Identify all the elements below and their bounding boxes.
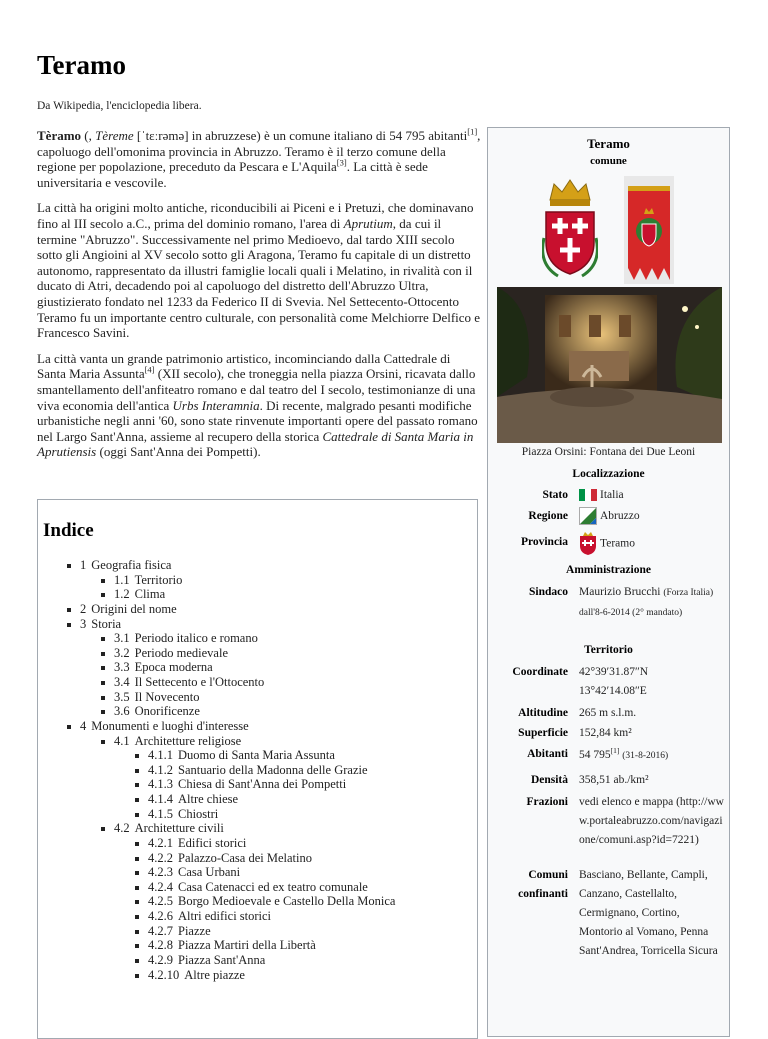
- toc-item-number: 3.2: [114, 645, 130, 660]
- toc-item-label[interactable]: Territorio: [134, 572, 183, 587]
- toc-item-label[interactable]: Architetture civili: [134, 821, 224, 836]
- comuni-confinanti-value[interactable]: Basciano, Bellante, Campli, Canzano, Castellalto, Cermignano, Cortino, Montorio al Vomano, Penna Sant'Andrea, Torricella Sicura: [579, 869, 718, 957]
- toc-item-number: 4.1.4: [148, 792, 173, 807]
- reference-link[interactable]: [4]: [144, 364, 155, 375]
- bullet-icon: [101, 681, 105, 685]
- abruzzo-flag-icon: [579, 507, 597, 525]
- toc-item[interactable]: [148, 909, 271, 924]
- frazioni-value[interactable]: vedi elenco e mappa (http://www.portaleabruzzo.com/navigazione/comuni.asp?id=7221): [579, 796, 724, 846]
- toc-item[interactable]: [148, 865, 240, 880]
- provincia-value: [579, 532, 724, 556]
- toc-item[interactable]: [148, 924, 211, 939]
- toc-item-label[interactable]: Periodo italico e romano: [134, 631, 258, 646]
- toc-item[interactable]: [148, 807, 218, 822]
- toc-item[interactable]: [114, 587, 165, 602]
- section-amministrazione: Amministrazione: [566, 564, 651, 576]
- toc-item[interactable]: [148, 894, 395, 909]
- bullet-icon: [135, 813, 139, 817]
- gonfalone-image[interactable]: [624, 176, 674, 284]
- page-subtitle: Da Wikipedia, l'enciclopedia libera.: [37, 100, 202, 112]
- stato-link[interactable]: Italia: [600, 489, 624, 501]
- toc-item-number: 4.2.10: [148, 967, 180, 982]
- toc-item[interactable]: [114, 631, 258, 646]
- bullet-icon: [67, 564, 71, 568]
- reference-link[interactable]: [3]: [336, 157, 347, 168]
- article-body: [37, 128, 482, 470]
- bullet-icon: [67, 725, 71, 729]
- toc-item[interactable]: [114, 821, 224, 836]
- altitudine-value: 265 m s.l.m.: [579, 707, 637, 719]
- toc-item-label[interactable]: Edifici storici: [178, 835, 247, 850]
- stato-value: [579, 486, 724, 505]
- toc-item-label[interactable]: Origini del nome: [91, 601, 177, 616]
- coordinate-label: Coordinate: [512, 666, 568, 678]
- toc-item-label[interactable]: Epoca moderna: [134, 660, 213, 675]
- toc-item-number: 1.2: [114, 587, 130, 602]
- toc-item[interactable]: [148, 938, 316, 953]
- infobox-title: Teramo: [587, 136, 630, 151]
- bullet-icon: [67, 608, 71, 612]
- toc-item-number: 4.2.5: [148, 894, 173, 909]
- bullet-icon: [101, 710, 105, 714]
- regione-link[interactable]: Abruzzo: [600, 510, 640, 522]
- toc-item[interactable]: [80, 617, 121, 632]
- toc-item[interactable]: [80, 719, 249, 734]
- densita-value: 358,51 ab./km²: [579, 774, 649, 786]
- infobox-subtitle: comune: [590, 155, 627, 167]
- bullet-icon: [135, 842, 139, 846]
- toc-item-number: 2: [80, 601, 87, 616]
- superficie-label: Superficie: [518, 727, 568, 739]
- reference-link[interactable]: [1]: [467, 126, 478, 137]
- section-localizzazione: Localizzazione: [572, 468, 645, 480]
- toc-item-label[interactable]: Altri edifici storici: [178, 909, 272, 924]
- bullet-icon: [135, 783, 139, 787]
- toc-item-number: 1.1: [114, 572, 130, 587]
- bullet-icon: [135, 857, 139, 861]
- toc-item-label[interactable]: Palazzo-Casa dei Melatino: [178, 850, 312, 865]
- toc-item-label[interactable]: Altre piazze: [184, 967, 245, 982]
- toc-item-label[interactable]: Il Settecento e l'Ottocento: [134, 675, 265, 690]
- toc-item[interactable]: [148, 763, 368, 778]
- bullet-icon: [67, 623, 71, 627]
- bullet-icon: [135, 798, 139, 802]
- piazza-orsini-photo[interactable]: [497, 287, 722, 443]
- toc-item-number: 3.5: [114, 689, 130, 704]
- toc-item-number: 4.2.4: [148, 879, 173, 894]
- coordinate-value[interactable]: 42°39′31.87″N 13°42′14.08″E: [579, 666, 649, 697]
- toc-item[interactable]: [114, 704, 200, 719]
- toc-item-number: 4.2: [114, 821, 130, 836]
- toc-item-number: 4.2.7: [148, 923, 173, 938]
- bullet-icon: [135, 886, 139, 890]
- toc-item-label[interactable]: Storia: [91, 616, 122, 631]
- provincia-link[interactable]: Teramo: [600, 537, 635, 550]
- toc-item-label[interactable]: Piazza Martiri della Libertà: [178, 938, 316, 953]
- toc-item-label[interactable]: Geografia fisica: [91, 558, 172, 572]
- densita-label: Densità: [530, 774, 568, 786]
- provincia-coat-of-arms-icon: [579, 532, 597, 556]
- bullet-icon: [135, 915, 139, 919]
- toc-item-label[interactable]: Duomo di Santa Maria Assunta: [178, 748, 335, 763]
- frazioni-label: Frazioni: [526, 796, 568, 808]
- toc-item-label[interactable]: Onorificenze: [134, 704, 200, 719]
- toc-item-number: 1: [80, 558, 87, 572]
- toc-item-number: 3: [80, 616, 87, 631]
- bullet-icon: [101, 740, 105, 744]
- toc-item[interactable]: [114, 734, 241, 749]
- sindaco-label: Sindaco: [529, 586, 568, 598]
- bullet-icon: [135, 974, 139, 978]
- italy-flag-icon: [579, 489, 597, 501]
- toc-item-number: 3.1: [114, 631, 130, 646]
- abitanti-label: Abitanti: [527, 748, 568, 760]
- coat-of-arms-image[interactable]: [542, 178, 598, 278]
- bullet-icon: [101, 637, 105, 641]
- bullet-icon: [101, 827, 105, 831]
- photo-caption: Piazza Orsini: Fontana dei Due Leoni: [521, 446, 696, 458]
- toc-item-label[interactable]: Monumenti e luoghi d'interesse: [91, 718, 249, 733]
- toc-item-number: 4.1.2: [148, 762, 173, 777]
- toc-item[interactable]: [80, 558, 171, 573]
- bullet-icon: [135, 769, 139, 773]
- toc-item-label[interactable]: Piazza Sant'Anna: [178, 953, 266, 967]
- toc-item-number: 3.4: [114, 675, 130, 690]
- bullet-icon: [101, 579, 105, 583]
- bullet-icon: [101, 696, 105, 700]
- toc-item-number: 4.1.5: [148, 806, 173, 821]
- bullet-icon: [135, 959, 139, 963]
- infobox: [487, 127, 730, 1037]
- toc-item-number: 4.1.3: [148, 777, 173, 792]
- toc-item-number: 4.2.6: [148, 909, 173, 924]
- bullet-icon: [135, 871, 139, 875]
- toc-item-label[interactable]: Casa Catenacci ed ex teatro comunale: [178, 879, 368, 894]
- toc-item[interactable]: [148, 748, 335, 763]
- comuni-confinanti-label: Comuni confinanti: [518, 869, 568, 900]
- toc-item-number: 4.1.1: [148, 748, 173, 763]
- sindaco-value: [579, 583, 724, 623]
- section-territorio: Territorio: [584, 644, 633, 656]
- bullet-icon: [135, 944, 139, 948]
- stato-label: Stato: [542, 489, 568, 501]
- toc-item-label[interactable]: Il Novecento: [134, 689, 200, 704]
- toc-item-number: 4.2.9: [148, 953, 173, 967]
- regione-label: Regione: [528, 510, 568, 522]
- heritage-paragraph: La città vanta un grande patrimonio artistico, incominciando dalla Cattedrale di Santa Maria Assunta[4] (XII secolo), che troneggia nella piazza Orsini, ricavata dallo smantellamento dell'anfiteatro romano e dal teatro del I secolo, testimonianze di una viva economia dell'antica Urbs Interamnia. Di recente, malgrado pesanti modifiche urbanistiche negli anni '60, sono state rinvenute importanti opere del passato romano nel Largo Sant'Anna, assieme al recupero della storica Cattedrale di Santa Maria in Aprutiensis (oggi Sant'Anna dei Pompetti).: [37, 350, 478, 460]
- provincia-label: Provincia: [520, 536, 568, 548]
- superficie-value: 152,84 km²: [579, 727, 632, 739]
- toc-item-number: 4.1: [114, 733, 130, 748]
- toc-item-number: 4.2.8: [148, 938, 173, 953]
- toc-item-number: 4.2.3: [148, 865, 173, 880]
- toc-item[interactable]: [114, 675, 264, 690]
- reference-link[interactable]: [1]: [610, 746, 620, 756]
- article-subject: Tèramo: [37, 128, 82, 143]
- bullet-icon: [101, 593, 105, 597]
- bullet-icon: [135, 900, 139, 904]
- intro-paragraph: Tèramo (, Tèreme [ˈtɛːrəmə] in abruzzese) è un comune italiano di 54 795 abitanti[1], capoluogo dell'omonima provincia in Abruzzo. Teramo è il terzo comune della regione per popolazione, preceduto da Pescara e L'Aquila[3]. La città è sede universitaria e vescovile.: [37, 126, 481, 190]
- page-title: Teramo: [37, 50, 126, 80]
- altitudine-label: Altitudine: [518, 707, 568, 719]
- toc-item-number: 3.6: [114, 704, 130, 719]
- toc-item[interactable]: [148, 792, 238, 807]
- toc-item-label[interactable]: Altre chiese: [178, 792, 239, 807]
- toc-item-number: 4.2.2: [148, 850, 173, 865]
- bullet-icon: [101, 652, 105, 656]
- toc-item-label[interactable]: Santuario della Madonna delle Grazie: [178, 762, 368, 777]
- toc-item[interactable]: [148, 953, 265, 968]
- toc-item[interactable]: [114, 646, 228, 661]
- bullet-icon: [101, 666, 105, 670]
- toc-item[interactable]: [148, 968, 245, 983]
- toc-item[interactable]: [114, 690, 200, 705]
- bullet-icon: [135, 930, 139, 934]
- toc-item-number: 4: [80, 718, 87, 733]
- toc-item-label[interactable]: Clima: [134, 587, 166, 602]
- toc-item-label[interactable]: Architetture religiose: [134, 733, 242, 748]
- toc-item-label[interactable]: Borgo Medioevale e Castello Della Monica: [178, 894, 396, 909]
- toc-item[interactable]: [148, 836, 246, 851]
- history-paragraph: La città ha origini molto antiche, riconducibili ai Piceni e i Pretuzi, che dominavano fino al III secolo a.C., prima del dominio romano, l'area di Aprutium, da cui il termine "Abruzzo". Successivamente nel primo Medioevo, dal tardo XIII secolo sotto gli Angioini al XV secolo sotto gli Aragona, Teramo fu capitale di un distretto autonomo, rappresentato da illustri famiglie locali quali i Melatino, in rivalità con il ducato di Atri, decadendo poi al capoluogo del distretto dell'Abruzzo Ultra, giustizierato fondato nel 1233 da Federico II di Svevia. Nel Settecento-Ottocento Teramo fu un importante centro culturale, con personalità come Melchiorre Delfico e Francesco Savini.: [37, 200, 481, 341]
- toc-item-number: 4.2.1: [148, 835, 173, 850]
- toc-item-label[interactable]: Chiesa di Sant'Anna dei Pompetti: [178, 777, 347, 792]
- toc-item-label[interactable]: Periodo medievale: [134, 645, 228, 660]
- toc-item[interactable]: [114, 660, 213, 675]
- table-of-contents: [37, 499, 478, 1039]
- toc-title: Indice: [43, 520, 94, 541]
- abitanti-value: 54 795[1] (31-8-2016): [579, 746, 669, 761]
- toc-item[interactable]: [148, 777, 346, 792]
- regione-value: [579, 507, 724, 526]
- toc-item-label[interactable]: Chiostri: [178, 806, 219, 821]
- toc-item-label[interactable]: Casa Urbani: [178, 865, 241, 880]
- sindaco-link[interactable]: Maurizio Brucchi: [579, 586, 661, 598]
- toc-item-number: 3.3: [114, 660, 130, 675]
- toc-item[interactable]: [80, 602, 177, 617]
- toc-item[interactable]: [114, 573, 182, 588]
- toc-item[interactable]: [148, 851, 312, 866]
- bullet-icon: [135, 754, 139, 758]
- toc-item[interactable]: [148, 880, 368, 895]
- sindaco-note: (Forza Italia) dall'8-6-2014 (2° mandato): [579, 588, 714, 618]
- toc-item-label[interactable]: Piazze: [178, 923, 211, 938]
